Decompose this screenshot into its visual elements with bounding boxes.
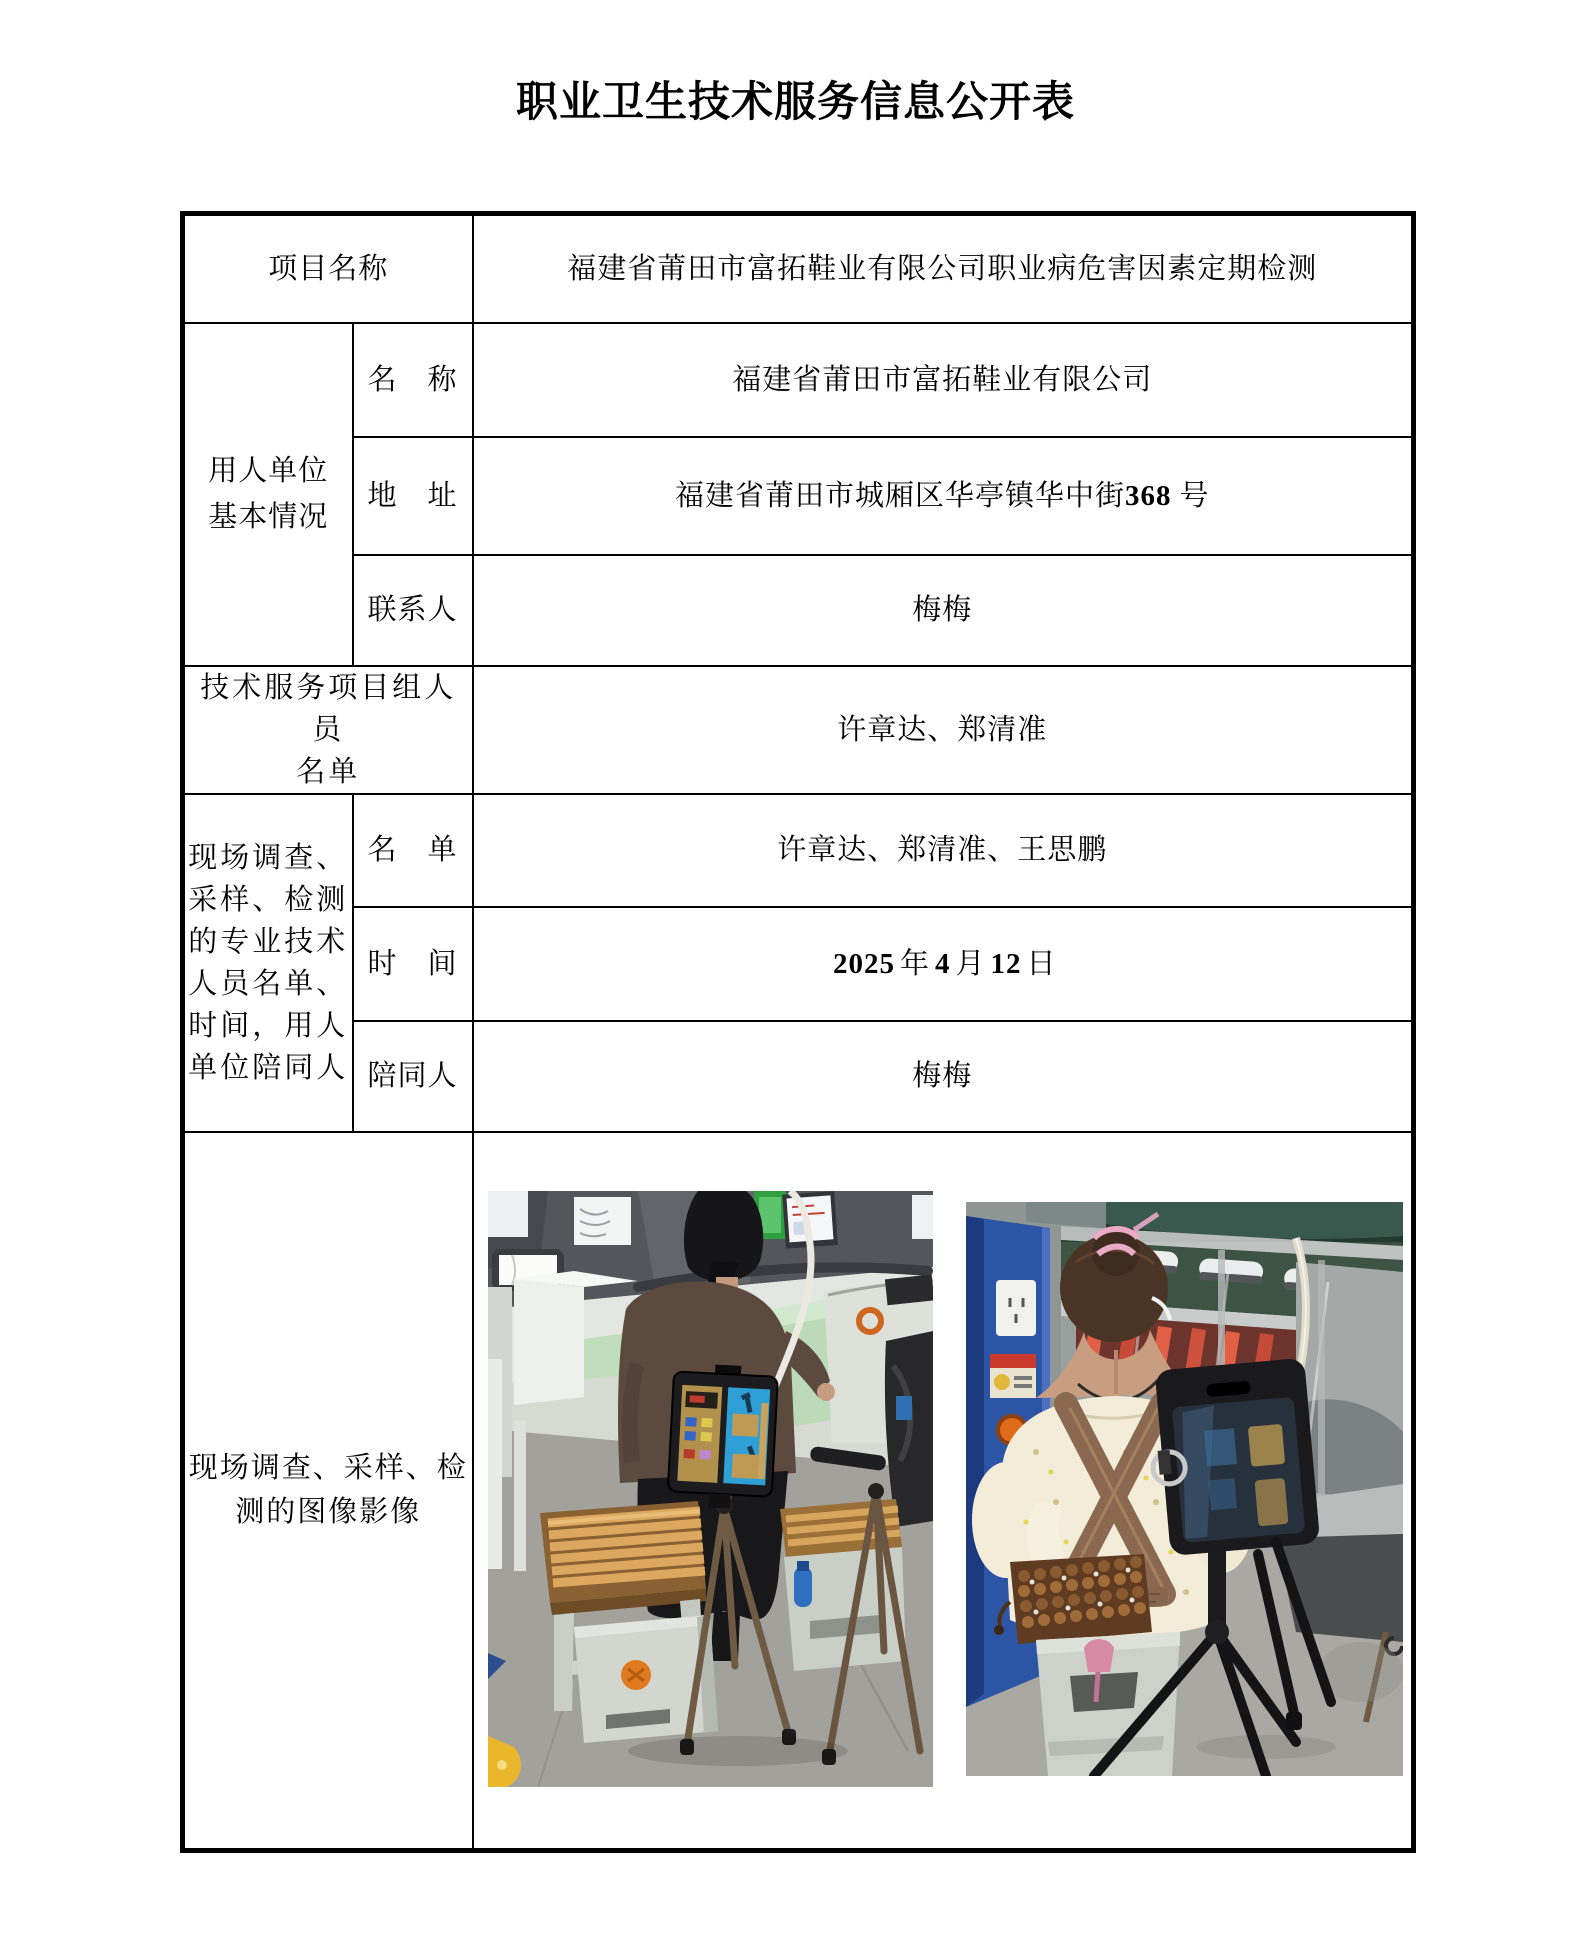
address-text: 福建省莆田市城厢区华亭镇华中街 bbox=[675, 479, 1126, 512]
time-label: 时 间 bbox=[353, 907, 473, 1021]
fieldwork-label-line: 的专业技术 bbox=[188, 925, 349, 958]
date-day-unit: 日 bbox=[1026, 947, 1057, 980]
service-team-label bbox=[183, 666, 473, 794]
media-label-line1: 现场调查、采样、检 bbox=[188, 1452, 468, 1485]
air-sampler-device bbox=[667, 1362, 778, 1510]
table-row bbox=[183, 214, 1414, 323]
bead-cushion bbox=[994, 1554, 1152, 1644]
table-row bbox=[183, 907, 1414, 1021]
table-row bbox=[183, 1021, 1414, 1132]
time-value bbox=[473, 907, 1414, 1021]
info-table bbox=[180, 211, 1416, 1853]
table-row bbox=[183, 323, 1414, 437]
fieldwork-label-line: 现场调查、 bbox=[188, 841, 349, 874]
employer-contact-label: 联系人 bbox=[353, 555, 473, 666]
project-name-label: 项目名称 bbox=[183, 214, 473, 323]
date-month-unit: 月 bbox=[955, 947, 986, 980]
address-suffix: 号 bbox=[1179, 479, 1210, 512]
service-team-label-line2: 名单 bbox=[296, 755, 361, 788]
service-team-value: 许章达、郑清准 bbox=[473, 666, 1414, 794]
media-label bbox=[183, 1132, 473, 1851]
employer-contact-value: 梅梅 bbox=[473, 555, 1414, 666]
service-team-label-line1: 技术服务项目组人员 bbox=[200, 671, 457, 746]
table-row bbox=[183, 437, 1414, 555]
accompany-label: 陪同人 bbox=[353, 1021, 473, 1132]
employer-name-label: 名 称 bbox=[353, 323, 473, 437]
date-day: 12 bbox=[990, 947, 1022, 980]
employer-address-label: 地 址 bbox=[353, 437, 473, 555]
air-sampler-device bbox=[1144, 1357, 1320, 1556]
table-row bbox=[183, 1132, 1414, 1851]
table-row bbox=[183, 555, 1414, 666]
fieldwork-group-label bbox=[183, 794, 353, 1132]
fieldwork-label-line: 时间，用人 bbox=[188, 1009, 349, 1042]
roster-label: 名 单 bbox=[353, 794, 473, 907]
employer-group-label-line1: 用人单位 bbox=[208, 455, 329, 487]
table-row bbox=[183, 666, 1414, 794]
address-number: 368 bbox=[1125, 479, 1172, 512]
date-year: 2025 bbox=[832, 947, 895, 980]
media-cell bbox=[473, 1132, 1414, 1851]
table-row bbox=[183, 794, 1414, 907]
project-name-value: 福建省莆田市富拓鞋业有限公司职业病危害因素定期检测 bbox=[473, 214, 1414, 323]
employer-address-value bbox=[473, 437, 1414, 555]
fieldwork-label-line: 采样、检测 bbox=[188, 883, 349, 916]
fieldwork-label-line: 单位陪同人 bbox=[188, 1051, 349, 1084]
page-title: 职业卫生技术服务信息公开表 bbox=[515, 80, 1075, 126]
media-label-line2: 测的图像影像 bbox=[235, 1496, 422, 1529]
site-photo-1 bbox=[488, 1191, 933, 1787]
roster-value: 许章达、郑清准、王思鹏 bbox=[473, 794, 1414, 907]
date-month: 4 bbox=[935, 947, 951, 980]
fieldwork-label-line: 人员名单、 bbox=[188, 967, 349, 1000]
site-photo-2 bbox=[966, 1202, 1403, 1776]
date-year-unit: 年 bbox=[899, 947, 930, 980]
employer-name-value: 福建省莆田市富拓鞋业有限公司 bbox=[473, 323, 1414, 437]
employer-group-label bbox=[183, 323, 353, 666]
accompany-value: 梅梅 bbox=[473, 1021, 1414, 1132]
employer-group-label-line2: 基本情况 bbox=[208, 501, 329, 533]
